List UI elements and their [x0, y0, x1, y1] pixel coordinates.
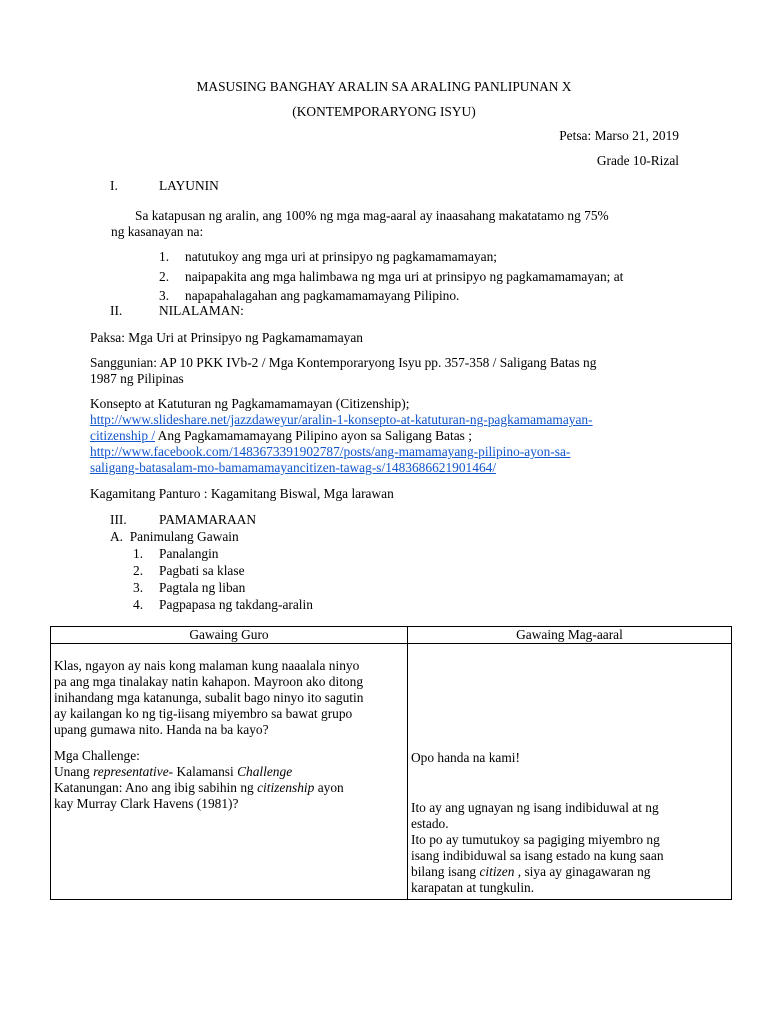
list-item: 2. Pagbati sa klase: [133, 563, 245, 578]
sub-a-heading: A. Panimulang Gawain: [110, 529, 239, 544]
section-3-numeral: III.: [110, 512, 127, 527]
sanggunian-line-2: 1987 ng Pilipinas: [90, 371, 184, 386]
objectives-list: [159, 249, 719, 305]
list-item: 1. natutukoy ang mga uri at prinsipyo ng pagkamamamayan;: [159, 249, 497, 264]
section-3-heading: [110, 512, 256, 528]
mag-aaral-cell: [408, 644, 732, 900]
kagamitan-line: Kagamitang Panturo : Kagamitang Biswal, Mga larawan: [90, 486, 394, 501]
section-1-title: LAYUNIN: [159, 178, 219, 193]
facebook-link-continued[interactable]: saligang-batasalam-mo-bamamamayancitizen-tawag-s/1483686621901464/: [90, 460, 497, 475]
sanggunian-line-1: Sanggunian: AP 10 PKK IVb-2 / Mga Kontemporaryong Isyu pp. 357-358 / Saligang Batas ng: [90, 355, 597, 370]
student-answer: Ito ay ang ugnayan ng isang indibiduwal at ng estado. Ito po ay tumutukoy sa pagiging miyembro ng isang indibiduwal sa isang estado na kung saan bilang isang citizen , siya ay ginagawaran ng karapatan at tungkulin.: [411, 800, 664, 895]
table-header-row: [51, 627, 732, 644]
activity-table: [50, 626, 732, 900]
slideshare-link[interactable]: http://www.slideshare.net/jazzdaweyur/aralin-1-konsepto-at-katuturan-ng-pagkamamamayan-: [90, 412, 593, 427]
objectives-intro-line-1: Sa katapusan ng aralin, ang 100% ng mga mag-aaral ay inaasahang makatatamo ng 75%: [135, 208, 609, 223]
paksa-line: Paksa: Mga Uri at Prinsipyo ng Pagkamamamayan: [90, 330, 363, 345]
section-1-numeral: I.: [110, 178, 118, 193]
list-item: 2. naipapakita ang mga halimbawa ng mga uri at prinsipyo ng pagkamamamayan; at: [159, 269, 624, 284]
slideshare-link-continued[interactable]: citizenship /: [90, 428, 156, 443]
table-row: [51, 644, 732, 900]
section-2-heading: [110, 303, 244, 319]
panimulang-steps: [133, 546, 533, 614]
konsepto-line: Konsepto at Katuturan ng Pagkamamamayan (Citizenship);: [90, 396, 410, 411]
facebook-link[interactable]: http://www.facebook.com/1483673391902787/posts/ang-mamamayang-pilipino-ayon-sa-: [90, 444, 571, 459]
objectives-intro-line-2: ng kasanayan na:: [111, 224, 204, 239]
grade-line: Grade 10-Rizal: [596, 153, 679, 168]
list-item: 1. Panalangin: [133, 546, 219, 561]
guro-cell: [51, 644, 408, 900]
column-header-guro: Gawaing Guro: [51, 627, 408, 644]
list-item: 3. napapahalagahan ang pagkamamamayang Pilipino.: [159, 288, 460, 303]
challenge-text: Mga Challenge: Unang representative- Kalamansi Challenge Katanungan: Ano ang ibig sabihin ng citizenship ayon kay Murray Clark Havens (1981)?: [54, 748, 344, 811]
section-1-heading: [110, 178, 219, 194]
date-line: Petsa: Marso 21, 2019: [559, 128, 679, 143]
saligang-batas-text: Ang Pagkamamamayang Pilipino ayon sa Saligang Batas ;: [155, 428, 472, 443]
list-item: 4. Pagpapasa ng takdang-aralin: [133, 597, 313, 612]
document-title: MASUSING BANGHAY ARALIN SA ARALING PANLIPUNAN X: [196, 79, 572, 94]
guro-intro-text: Klas, ngayon ay nais kong malaman kung naaalala ninyo pa ang mga tinalakay natin kahapon. Mayroon ako ditong inihandang mga katanunga, subalit bago ninyo ito sagutin ay kailangan ko ng tig-iisang miyembro sa bawat grupo upang gumawa nito. Handa na ba kayo?: [54, 658, 364, 737]
section-3-title: PAMAMARAAN: [159, 512, 256, 527]
section-2-title: NILALAMAN:: [159, 303, 244, 318]
list-item: 3. Pagtala ng liban: [133, 580, 246, 595]
column-header-mag-aaral: Gawaing Mag-aaral: [408, 627, 732, 644]
konsepto-block: [90, 396, 690, 476]
student-reply: Opo handa na kami!: [411, 750, 520, 765]
section-2-numeral: II.: [110, 303, 123, 318]
document-subtitle: (KONTEMPORARYONG ISYU): [292, 104, 476, 119]
